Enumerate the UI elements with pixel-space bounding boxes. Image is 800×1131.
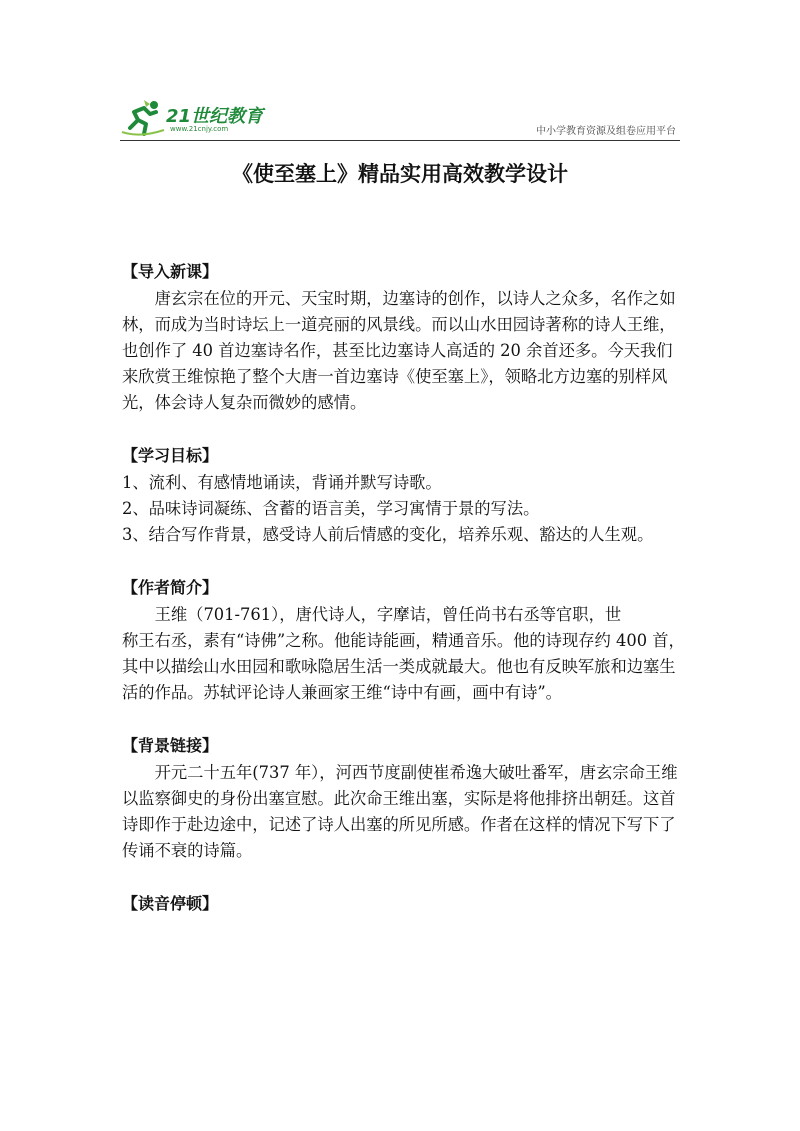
list-item: 2、品味诗词凝练、含蓄的语言美，学习寓情于景的写法。 [122, 499, 540, 518]
section-background [122, 732, 688, 864]
list-item: 1、流利、有感情地诵读，背诵并默写诗歌。 [122, 473, 442, 492]
section-heading: 【导入新课】 [122, 262, 219, 281]
section-paragraph: 称王右丞，素有“诗佛”之称。他能诗能画，精通音乐。他的诗现存约 400 首， 其中以描绘山水田园和歌咏隐居生活一类成就最大。他也有反映军旅和边塞生活的作品。苏轼评论诗人兼画家王维“诗中有画，画中有诗”。 [122, 631, 685, 702]
platform-tagline: 中小学教育资源及组卷应用平台 [536, 126, 676, 137]
section-reading [122, 890, 688, 918]
section-heading: 【学习目标】 [122, 446, 219, 465]
section-goals [122, 442, 688, 548]
section-paragraph-line: 王维（701-761），唐代诗人，字摩诘，曾任尚书右丞等官职，世 [154, 605, 622, 624]
header-divider [120, 140, 680, 141]
section-paragraph: 唐玄宗在位的开元、天宝时期，边塞诗的创作，以诗人之众多，名作之如林，而成为当时诗坛上一道亮丽的风景线。而以山水田园诗著称的诗人王维，也创作了 40 首边塞诗名作，甚至比边塞诗人高适的 20 余首还多。今天我们来欣赏王维惊艳了整个大唐一首边塞诗《使至塞上》，领略北方边塞的别样风光，体会诗人复杂而微妙的感情。 [122, 289, 676, 412]
page-title: 《使至塞上》精品实用高效教学设计 [232, 162, 568, 186]
logo-url: www.21cnjy.com [170, 125, 229, 133]
section-paragraph: 开元二十五年(737 年），河西节度副使崔希逸大破吐番军，唐玄宗命王维以监察御史的身份出塞宣慰。此次命王维出塞，实际是将他排挤出朝廷。这首诗即作于赴边途中，记述了诗人出塞的所见所感。作者在这样的情况下写下了传诵不衰的诗篇。 [122, 763, 678, 860]
section-author [122, 574, 688, 706]
section-heading: 【读音停顿】 [122, 894, 219, 913]
section-heading: 【作者简介】 [122, 578, 219, 597]
page-header [120, 98, 680, 148]
document-body [122, 258, 688, 944]
logo [120, 98, 290, 140]
list-item: 3、结合写作背景，感受诗人前后情感的变化，培养乐观、豁达的人生观。 [122, 525, 654, 544]
section-heading: 【背景链接】 [122, 736, 219, 755]
logo-text: 21世纪教育 [166, 106, 264, 127]
runner-logo-icon [120, 98, 168, 138]
section-intro [122, 258, 688, 416]
